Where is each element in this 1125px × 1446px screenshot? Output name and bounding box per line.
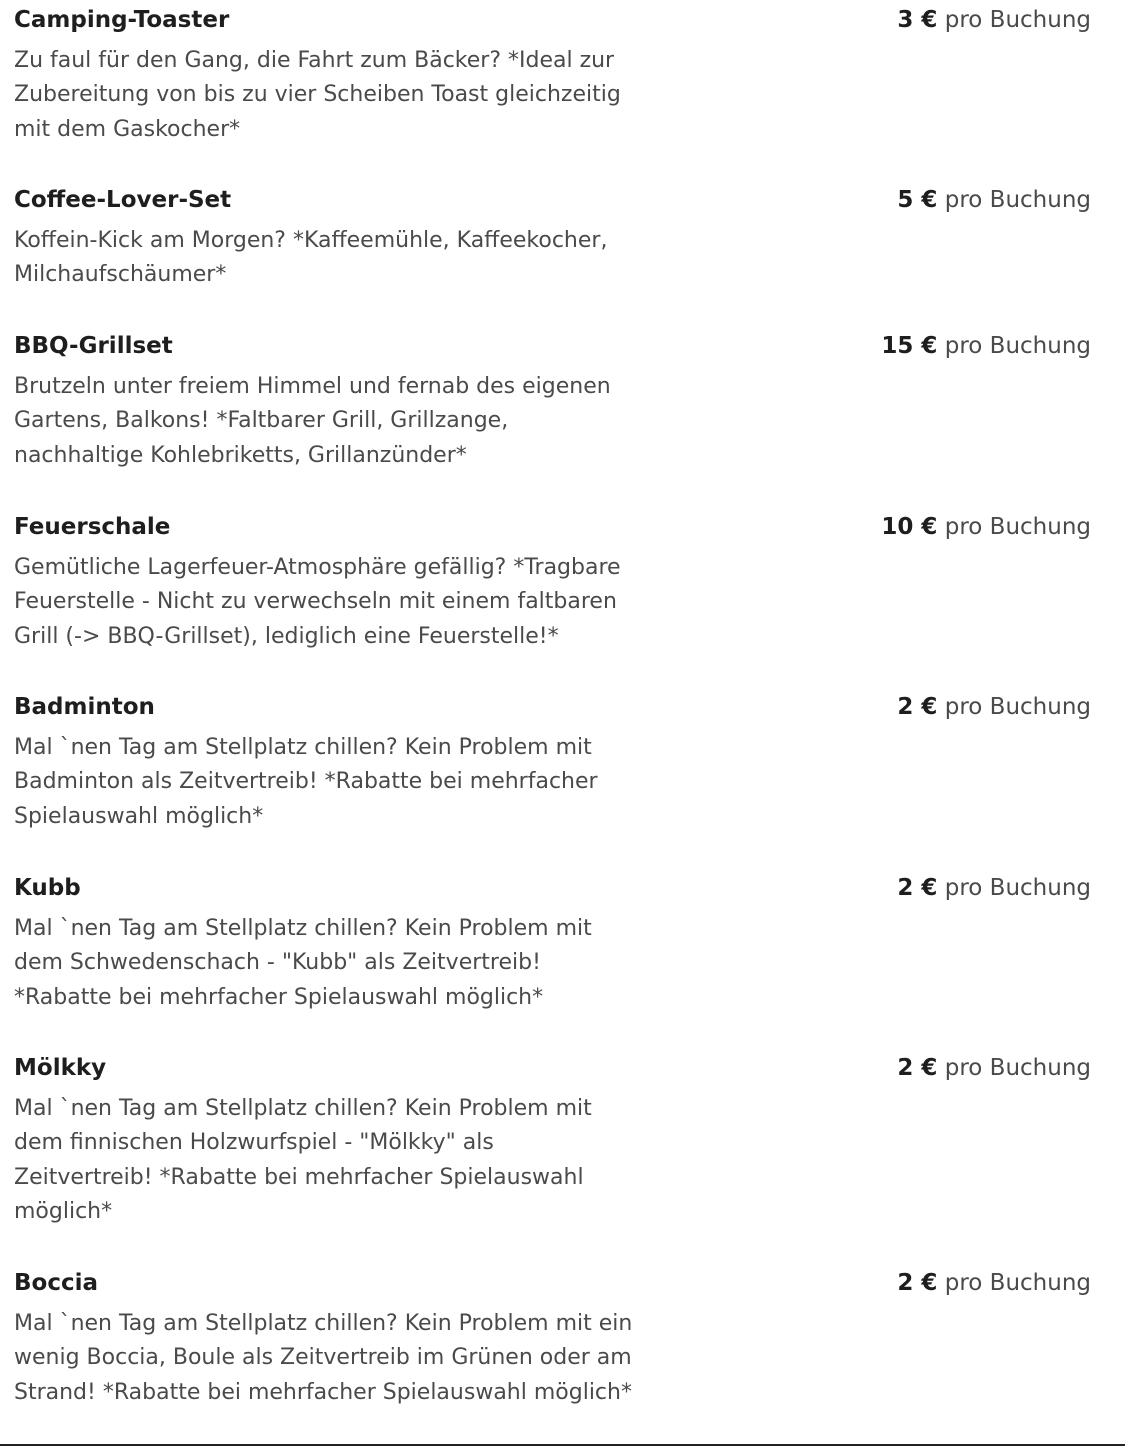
- item-title: Boccia: [14, 1270, 99, 1296]
- price-unit: pro Buchung: [944, 7, 1091, 33]
- item-description: Mal `nen Tag am Stellplatz chillen? Kein Problem mit ein wenig Boccia, Boule als Zeitvertreib im Grünen oder am Strand! *Rabatte bei mehrfacher Spielauswahl möglich*: [14, 1311, 633, 1405]
- item-price: [897, 873, 1091, 903]
- price-amount: 3 €: [897, 7, 938, 33]
- item-title: Mölkky: [14, 1055, 107, 1081]
- price-unit: pro Buchung: [944, 187, 1091, 213]
- price-amount: 5 €: [897, 187, 938, 213]
- price-amount: 2 €: [897, 1055, 938, 1081]
- item-title: Camping-Toaster: [14, 7, 230, 33]
- item-price: [897, 1053, 1091, 1083]
- item-title: BBQ-Grillset: [14, 333, 173, 359]
- item-description: Mal `nen Tag am Stellplatz chillen? Kein Problem mit dem Schwedenschach - "Kubb" als Zeitvertreib! *Rabatte bei mehrfacher Spielauswahl möglich*: [14, 916, 592, 1010]
- price-unit: pro Buchung: [944, 514, 1091, 540]
- item-title: Kubb: [14, 875, 81, 901]
- price-unit: pro Buchung: [944, 875, 1091, 901]
- price-unit: pro Buchung: [944, 694, 1091, 720]
- price-unit: pro Buchung: [944, 1270, 1091, 1296]
- price-amount: 2 €: [897, 694, 938, 720]
- item-description: Zu faul für den Gang, die Fahrt zum Bäcker? *Ideal zur Zubereitung von bis zu vier Scheiben Toast gleichzeitig mit dem Gaskocher*: [14, 48, 621, 142]
- item-description: Koffein-Kick am Morgen? *Kaffeemühle, Kaffeekocher, Milchaufschäumer*: [14, 228, 608, 288]
- item-title: Badminton: [14, 694, 155, 720]
- item-price: [881, 512, 1091, 542]
- item-price: [897, 1268, 1091, 1298]
- item-price: [897, 692, 1091, 722]
- price-unit: pro Buchung: [944, 1055, 1091, 1081]
- item-price: [897, 185, 1091, 215]
- price-unit: pro Buchung: [944, 333, 1091, 359]
- item-description: Gemütliche Lagerfeuer-Atmosphäre gefällig? *Tragbare Feuerstelle - Nicht zu verwechseln mit einem faltbaren Grill (-> BBQ-Grillset), lediglich eine Feuerstelle!*: [14, 555, 621, 649]
- item-description: Brutzeln unter freiem Himmel und fernab des eigenen Gartens, Balkons! *Faltbarer Grill, Grillzange, nachhaltige Kohlebriketts, Grillanzünder*: [14, 374, 611, 468]
- item-description: Mal `nen Tag am Stellplatz chillen? Kein Problem mit dem finnischen Holzwurfspiel - "Mölkky" als Zeitvertreib! *Rabatte bei mehrfacher Spielauswahl möglich*: [14, 1096, 592, 1224]
- item-description: Mal `nen Tag am Stellplatz chillen? Kein Problem mit Badminton als Zeitvertreib! *Rabatte bei mehrfacher Spielauswahl möglich*: [14, 735, 598, 829]
- price-amount: 10 €: [881, 514, 938, 540]
- item-title: Coffee-Lover-Set: [14, 187, 232, 213]
- item-price: [881, 331, 1091, 361]
- item-price: [897, 5, 1091, 35]
- item-title: Feuerschale: [14, 514, 171, 540]
- price-amount: 2 €: [897, 1270, 938, 1296]
- price-amount: 15 €: [881, 333, 938, 359]
- price-amount: 2 €: [897, 875, 938, 901]
